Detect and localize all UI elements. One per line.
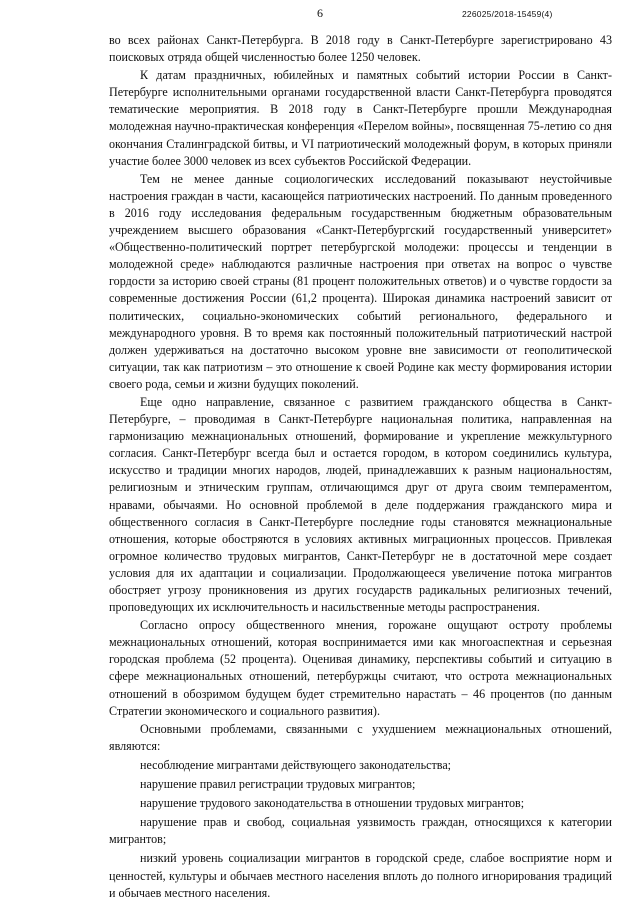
list-item: несоблюдение мигрантами действующего законодательства; [140,757,452,772]
paragraph-sociological-research: Тем не менее данные социологических исследований показывают неустойчивые настроения граждан в части, касающейся патриотических настроений. По данным проведенного в 2016 году исследования федеральным государственным бюджетным образовательным учреждением высшего образования «Санкт-Петербургский государственный университет» «Общественно-политический портрет петербургской молодежи: процессы и тенденции в молодежной среде» наблюдаются различные настроения при ответах на вопрос о чувстве гордости за историю своей страны (81 процент положительных ответов) и о чувстве гордости за современные достижения России (61,2 процента). Широкая динамика настроений зависит от политических, социально-экономических событий регионального, федерального и международного уровня. В то время как постоянный положительный патриотический настрой должен удерживаться на достаточно высоком уровне вне зависимости от геополитической ситуации, так как патриотизм – это отношение к своей Родине как месту формирования истории своего рода, семьи и жизни будущих поколений. [109,171,612,391]
paragraph-national-policy: Еще одно направление, связанное с развитием гражданского общества в Санкт-Петербурге, – проводимая в Санкт-Петербурге национальная политика, направленная на гармонизацию межнациональных отношений, формирование и укрепление межкультурного согласия. Санкт-Петербург всегда был и остается городом, в котором соединились культура, искусство и традиции многих народов, людей, принадлежавших к разным национальностям, религиозным и этническим группам, отличающимся друг от друга своим темпераментом, нравами, обычаями. Но основной проблемой в деле поддержания гражданского мира и общественного согласия в Санкт-Петербурге последние годы становятся межнациональные отношения, которые обостряются в условиях активных миграционных процессов. Привлекая огромное количество трудовых мигрантов, Санкт-Петербург не в достаточной мере создает условия для их адаптации и социализации. Продолжающееся увеличение потока мигрантов обостряет угрозу проникновения из других государств радикальных религиозных течений, проповедующих их исключительность и насильственные методы распространения. [109,394,612,615]
list-item: нарушение правил регистрации трудовых мигрантов; [140,777,416,792]
paragraph-memorial-events: К датам праздничных, юбилейных и памятных событий истории России в Санкт-Петербурге исполнительными органами государственной власти Санкт-Петербурга проводятся тематические мероприятия. В 2018 году в Санкт-Петербурге прошли Международная молодежная научно-практическая конференция «Перелом войны», посвященная 75-летию со дня окончания Сталинградской битвы, и VI патриотический молодежный форум, в которых приняли участие более 3000 человек из всех субъектов Российской Федерации. [109,68,612,168]
paragraph-search-teams: во всех районах Санкт-Петербурга. В 2018 году в Санкт-Петербурге зарегистрировано 43 поисковых отряда общей численностью более 1250 человек. [109,33,612,65]
paragraph-public-opinion: Согласно опросу общественного мнения, горожане ощущают остроту проблемы межнациональных отношений, которая воспринимается ими как многоаспектная и серьезная городская проблема (52 процента). Оценивая динамику, перспективы событий и ситуацию в сфере межнациональных отношений, петербуржцы считают, что острота межнациональных отношений в обозримом будущем будет стремительно нарастать – 46 процентов (по данным Стратегии экономического и социального развития). [109,618,612,718]
list-item: нарушение прав и свобод, социальная уязвимость граждан, относящихся к категории мигрантов; [109,815,612,847]
paragraph-main-problems: Основными проблемами, связанными с ухудшением межнациональных отношений, являются: [109,721,612,753]
document-id: 226025/2018-15459(4) [462,9,553,19]
page-number: 6 [317,6,323,20]
list-item: низкий уровень социализации мигрантов в городской среде, слабое восприятие норм и ценностей, культуры и обычаев местного населения вплоть до полного игнорирования традиций и обычаев местного населения. [109,851,612,900]
list-item: нарушение трудового законодательства в отношении трудовых мигрантов; [140,796,525,811]
document-body [109,32,612,902]
